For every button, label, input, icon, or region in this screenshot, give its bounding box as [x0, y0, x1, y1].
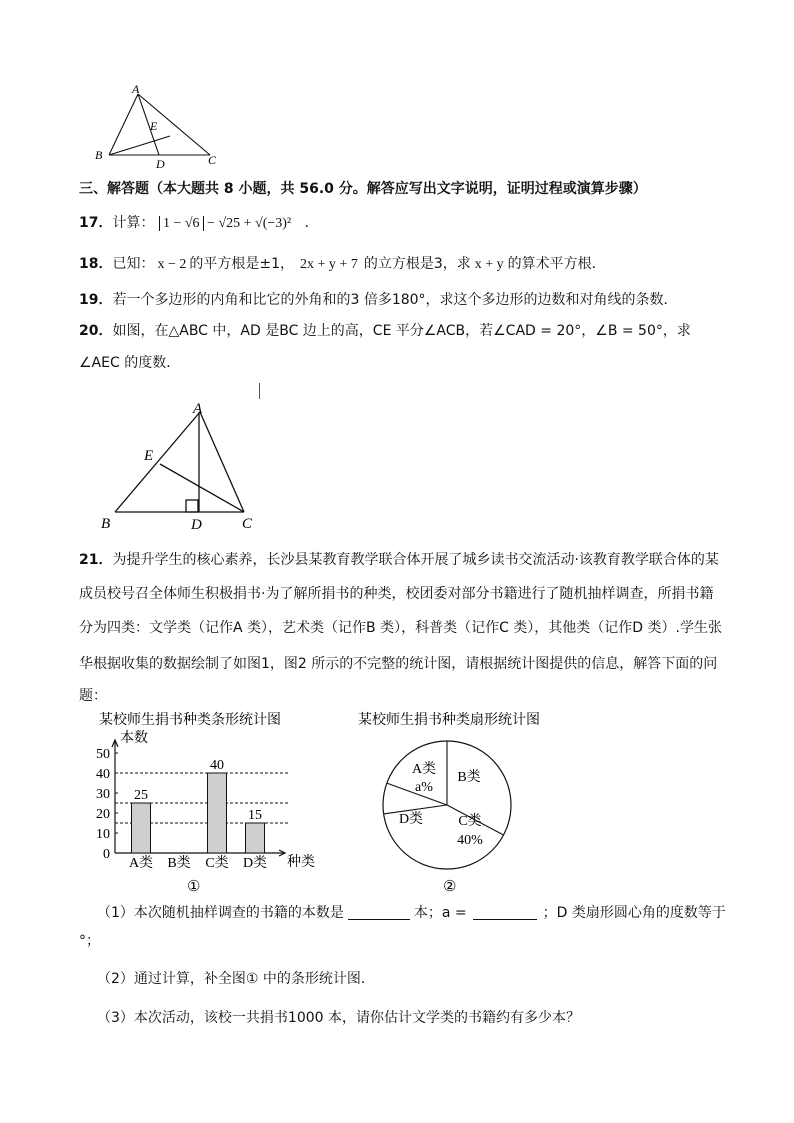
y-tick-label: 50 — [96, 747, 110, 762]
label-b: B — [95, 148, 103, 162]
y-tick-label: 0 — [103, 847, 110, 862]
question-number: 20． — [79, 323, 113, 339]
label-e: E — [150, 119, 158, 133]
question-21-line4: 华根据收集的数据绘制了如图1，图2 所示的不完整的统计图，请根据统计图提供的信息，解答下面的问 — [79, 656, 718, 672]
x-category-label: A类 — [128, 856, 154, 871]
x-axis-label: 种类 — [287, 855, 315, 870]
sub-question-2: （2）通过计算，补全图① 中的条形统计图． — [97, 971, 375, 987]
triangle-figure-top — [90, 82, 230, 168]
y-tick-label: 10 — [96, 827, 110, 842]
segment-ac — [200, 412, 244, 512]
y-tick-label: 30 — [96, 787, 110, 802]
bar-chart — [85, 708, 345, 893]
answer-blank-count[interactable] — [348, 905, 410, 920]
q17-lead: 计算： — [112, 215, 155, 231]
segment-ce-bisector — [160, 464, 244, 512]
question-number: 21． — [79, 552, 113, 568]
x-category-label: D类 — [242, 856, 268, 871]
label-b: B — [101, 516, 111, 532]
label-e: E — [144, 448, 154, 464]
question-number: 17． — [79, 215, 113, 231]
segment-ab — [109, 94, 138, 155]
label-c: C — [242, 516, 253, 532]
sub-question-1: （1）本次随机抽样调查的书籍的本数是 本；a = ；D 类扇形圆心角的度数等于 — [97, 905, 726, 921]
segment-be — [109, 136, 170, 155]
question-20-line2: ∠AEC 的度数． — [79, 355, 181, 371]
pie-slice-value: a% — [415, 780, 433, 795]
right-angle-mark — [186, 500, 198, 512]
pie-chart — [350, 708, 580, 893]
y-tick-label: 20 — [96, 807, 110, 822]
pie-slice-label: B类 — [457, 770, 481, 785]
label-d: D — [191, 517, 202, 533]
pie-chart-caption: ② — [443, 879, 457, 893]
segment-ab — [115, 412, 200, 512]
pie-slice-label: A类 — [411, 762, 437, 777]
question-number: 18． — [79, 256, 113, 272]
q17-expression: 1 − √6 − √25 + √(−3)² — [159, 216, 295, 231]
sub-question-3: （3）本次活动，该校一共捐书1000 本，请你估计文学类的书籍约有多少本？ — [97, 1010, 580, 1026]
y-tick-label: 40 — [96, 767, 110, 782]
triangle-figure-q20 — [95, 398, 265, 533]
label-a: A — [132, 82, 140, 96]
pie-slice-label: C类 — [458, 814, 482, 829]
x-category-label: C类 — [205, 856, 229, 871]
question-18: 18．已知： x − 2 的平方根是±1， 2x + y + 7 的立方根是3，求 x + y 的算术平方根． — [79, 256, 606, 272]
section-heading: 三、解答题（本大题共 8 小题，共 56.0 分。解答应写出文字说明，证明过程或演算步骤） — [79, 181, 647, 197]
bar-data-label: 25 — [134, 788, 148, 803]
bar-data-label: 15 — [248, 808, 262, 823]
bar-chart-caption: ① — [187, 879, 201, 893]
abs-value-group: 1 − √6 — [159, 216, 204, 231]
answer-blank-a[interactable] — [473, 905, 537, 920]
question-17: 17．计算： 1 − √6 − √25 + √(−3)² ． — [79, 215, 319, 231]
text-cursor-mark — [259, 383, 260, 399]
bar-chart-title: 某校师生捐书种类条形统计图 — [99, 713, 281, 728]
bar — [132, 803, 151, 853]
question-21-line2: 成员校号召全体师生积极捐书·为了解所捐书的种类，校团委对部分书籍进行了随机抽样调查，所捐书籍 — [79, 586, 714, 602]
question-21-line5: 题： — [79, 688, 107, 704]
bar-data-label: 40 — [210, 758, 224, 773]
y-axis-label: 本数 — [120, 731, 148, 746]
label-d: D — [156, 157, 165, 168]
question-20: 20．如图，在△ABC 中，AD 是BC 边上的高，CE 平分∠ACB，若∠CAD = 20°，∠B = 50°，求 — [79, 323, 691, 339]
x-category-label: B类 — [167, 856, 191, 871]
label-c: C — [208, 153, 217, 167]
question-19: 19．若一个多边形的内角和比它的外角和的3 倍多180°，求这个多边形的边数和对角线的条数． — [79, 292, 678, 308]
pie-slice-value: 40% — [457, 833, 483, 848]
pie-slice-label: D类 — [398, 812, 424, 827]
question-21-line1: 21．为提升学生的核心素养，长沙县某教育教学联合体开展了城乡读书交流活动·该教育教学联合体的某 — [79, 552, 719, 568]
label-a: A — [193, 401, 203, 417]
bar — [246, 823, 265, 853]
question-21-line3: 分为四类：文学类（记作A 类），艺术类（记作B 类），科普类（记作C 类），其他类（记作D 类）.学生张 — [79, 620, 722, 636]
question-number: 19． — [79, 292, 113, 308]
sub-question-1-end: °； — [79, 933, 100, 949]
bar — [208, 773, 227, 853]
pie-chart-title: 某校师生捐书种类扇形统计图 — [358, 713, 540, 728]
